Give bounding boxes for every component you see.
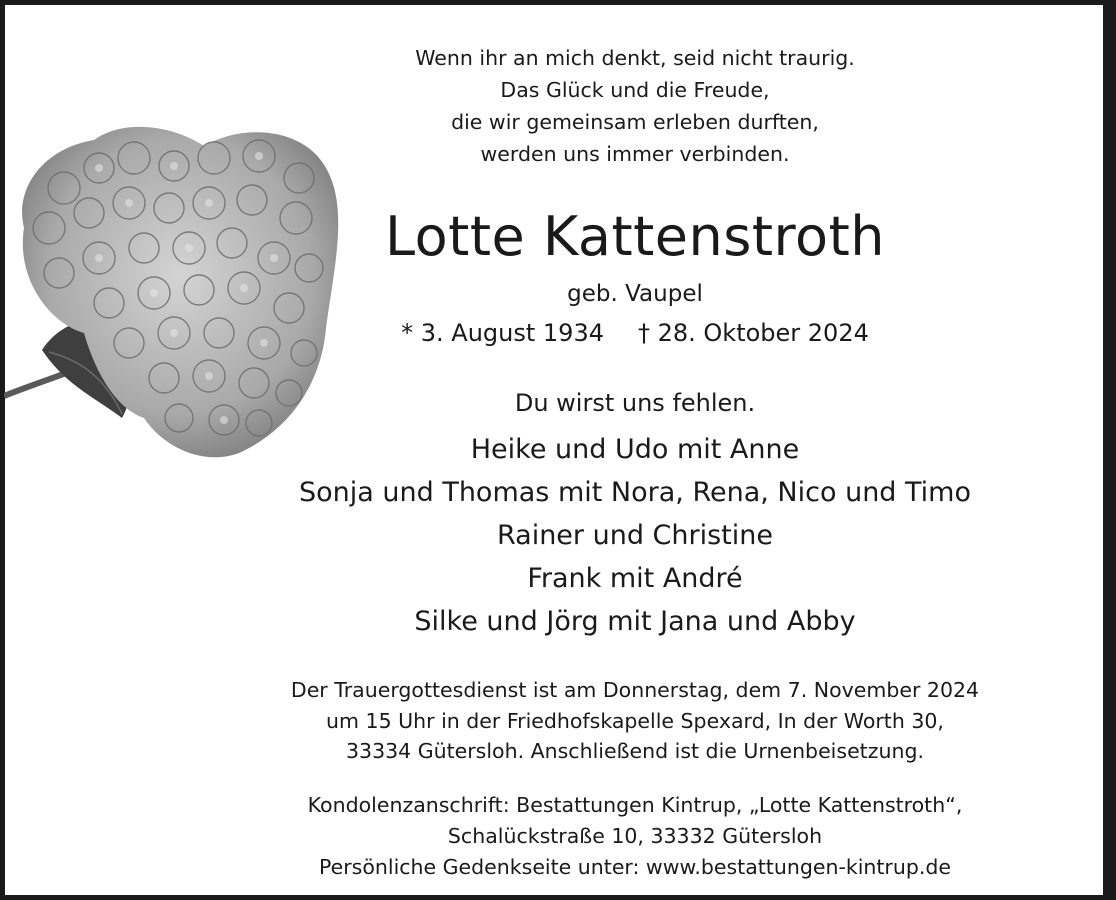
contact-line: Kondolenzanschrift: Bestattungen Kintrup, „Lotte Kattenstroth“, bbox=[307, 793, 963, 817]
contact-line: Schalückstraße 10, 33332 Gütersloh bbox=[447, 823, 823, 848]
family-line: Sonja und Thomas mit Nora, Rena, Nico und Timo bbox=[298, 477, 972, 508]
family-line: Frank mit André bbox=[527, 563, 743, 594]
poem-line: die wir gemeinsam erleben durften, bbox=[451, 110, 819, 134]
service-line: 33334 Gütersloh. Anschließend ist die Urnenbeisetzung. bbox=[345, 739, 924, 763]
life-dates bbox=[270, 316, 1000, 350]
farewell-line: Du wirst uns fehlen. bbox=[514, 389, 756, 417]
family-line: Rainer und Christine bbox=[496, 520, 773, 551]
condolence-address bbox=[270, 790, 1000, 851]
family-list bbox=[270, 428, 1000, 643]
deceased-name: Lotte Kattenstroth bbox=[384, 205, 885, 268]
birth-date: * 3. August 1934 bbox=[401, 319, 604, 347]
maiden-name: geb. Vaupel bbox=[567, 281, 703, 307]
family-line: Silke und Jörg mit Jana und Abby bbox=[414, 606, 856, 637]
poem-line: Wenn ihr an mich denkt, seid nicht traurig. bbox=[415, 46, 855, 70]
service-info bbox=[270, 675, 1000, 767]
death-date: † 28. Oktober 2024 bbox=[637, 319, 869, 347]
family-line: Heike und Udo mit Anne bbox=[470, 434, 800, 465]
service-line: um 15 Uhr in der Friedhofskapelle Spexard, In der Worth 30, bbox=[326, 708, 944, 733]
service-line: Der Trauergottesdienst ist am Donnerstag, dem 7. November 2024 bbox=[290, 678, 980, 702]
memorial-poem bbox=[270, 42, 1000, 170]
memorial-page-link: Persönliche Gedenkseite unter: www.bestattungen-kintrup.de bbox=[318, 855, 952, 879]
poem-line: werden uns immer verbinden. bbox=[480, 142, 790, 166]
poem-line: Das Glück und die Freude, bbox=[500, 78, 770, 102]
